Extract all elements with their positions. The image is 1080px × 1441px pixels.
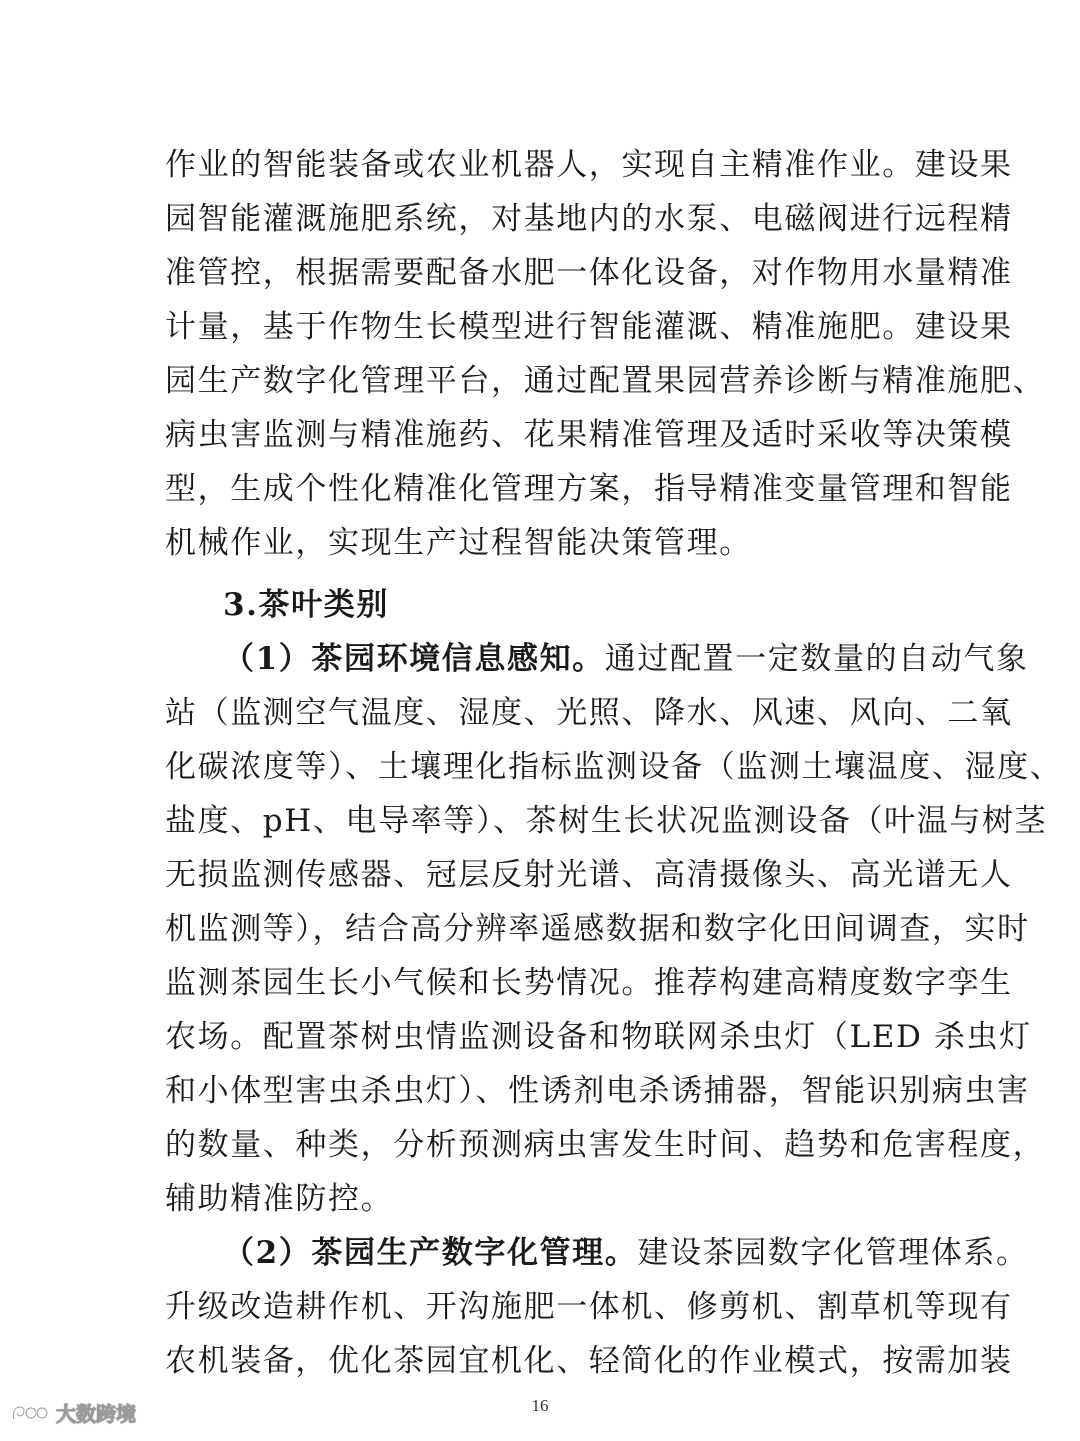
text-line: 准管控，根据需要配备水肥一体化设备，对作物用水量精准: [165, 255, 1013, 291]
paragraph-lead-title: （1）茶园环境信息感知。: [223, 641, 605, 677]
text-line: 和小体型害虫杀虫灯）、性诱剂电杀诱捕器，智能识别病虫害: [165, 1073, 1030, 1109]
paragraph-lead-rest: 建设茶园数字化管理体系。: [637, 1235, 1029, 1271]
section-tea: [165, 578, 925, 632]
text-line: 型，生成个性化精准化管理方案，指导精准变量管理和智能: [165, 471, 1013, 507]
text-line: 机监测等），结合高分辨率遥感数据和数字化田间调查，实时: [165, 911, 1030, 947]
text-line: 升级改造耕作机、开沟施肥一体机、修剪机、割草机等现有: [165, 1289, 1013, 1325]
text-line: 的数量、种类，分析预测病虫害发生时间、趋势和危害程度，: [165, 1127, 1046, 1163]
paragraph-orchard-continuation: [165, 138, 1046, 570]
watermark-text: 大数跨境: [56, 1402, 136, 1426]
text-line: 机械作业，实现生产过程智能决策管理。: [165, 525, 752, 561]
paragraph-lead-title: （2）茶园生产数字化管理。: [223, 1235, 638, 1271]
text-line: 病虫害监测与精准施药、花果精准管理及适时采收等决策模: [165, 417, 1013, 453]
text-line: 无损监测传感器、冠层反射光谱、高清摄像头、高光谱无人: [165, 857, 1013, 893]
text-line: 作业的智能装备或农业机器人，实现自主精准作业。建设果: [165, 147, 1013, 183]
text-line: 计量，基于作物生长模型进行智能灌溉、精准施肥。建设果: [165, 309, 1013, 345]
text-line: 盐度、pH、电导率等）、茶树生长状况监测设备（叶温与树茎: [165, 803, 1048, 839]
watermark-logo-icon: [10, 1401, 50, 1425]
text-line: 化碳浓度等）、土壤理化指标监测设备（监测土壤温度、湿度、: [165, 749, 1063, 785]
paragraph-tea-environment: [165, 632, 1063, 1226]
paragraph-first-line: [165, 632, 1029, 686]
text-line: 园智能灌溉施肥系统，对基地内的水泵、电磁阀进行远程精: [165, 201, 1013, 237]
watermark: [10, 1398, 136, 1427]
paragraph-tea-management: [165, 1226, 1029, 1388]
page-number: 16: [531, 1396, 549, 1415]
paragraph-first-line: [165, 1226, 1029, 1280]
text-line: 监测茶园生长小气候和长势情况。推荐构建高精度数字孪生: [165, 965, 1013, 1001]
text-line: 农机装备，优化茶园宜机化、轻简化的作业模式，按需加装: [165, 1343, 1013, 1379]
text-line: 园生产数字化管理平台，通过配置果园营养诊断与精准施肥、: [165, 363, 1046, 399]
paragraph-lead-rest: 通过配置一定数量的自动气象: [604, 641, 1029, 677]
text-line: 农场。配置茶树虫情监测设备和物联网杀虫灯（LED 杀虫灯: [165, 1019, 1032, 1055]
text-line: 辅助精准防控。: [165, 1181, 394, 1217]
text-line: 站（监测空气温度、湿度、光照、降水、风速、风向、二氧: [165, 695, 1013, 731]
section-heading: 3.茶叶类别: [223, 587, 389, 623]
